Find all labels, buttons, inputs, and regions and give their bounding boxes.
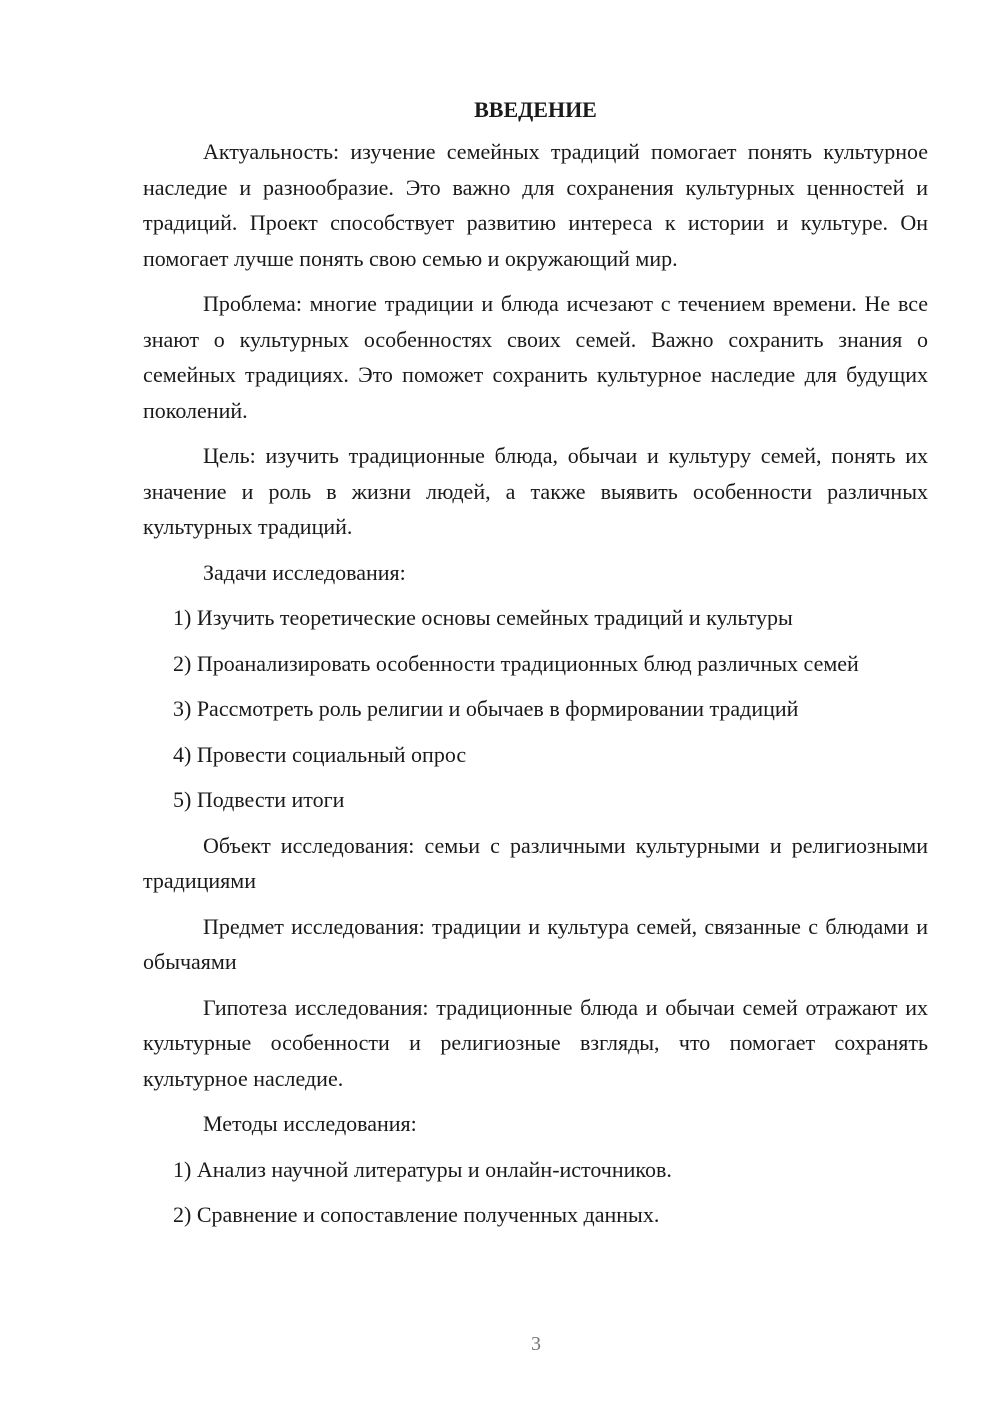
- method-item-2: 2) Сравнение и сопоставление полученных данных.: [173, 1202, 660, 1227]
- hypothesis-paragraph: Гипотеза исследования: традиционные блюда и обычаи семей отражают их культурные особенности и религиозные взгляды, что помогает сохранять культурное наследие.: [143, 994, 928, 1091]
- page-title: ВВЕДЕНИЕ: [474, 97, 597, 122]
- task-item-1: 1) Изучить теоретические основы семейных традиций и культуры: [173, 605, 793, 630]
- task-item-2: 2) Проанализировать особенности традиционных блюд различных семей: [173, 650, 859, 676]
- page-content: [143, 94, 928, 1243]
- goal-paragraph: Цель: изучить традиционные блюда, обычаи и культуру семей, понять их значение и роль в жизни людей, а также выявить особенности различных культурных традиций.: [143, 443, 928, 539]
- task-item-5: 5) Подвести итоги: [173, 787, 345, 812]
- methods-heading: Методы исследования:: [203, 1111, 417, 1136]
- object-paragraph: Объект исследования: семьи с различными культурными и религиозными традициями: [143, 832, 928, 893]
- page-number: 3: [531, 1333, 541, 1355]
- subject-paragraph: Предмет исследования: традиции и культура семей, связанные с блюдами и обычаями: [143, 913, 928, 974]
- tasks-heading: Задачи исследования:: [203, 559, 406, 585]
- task-item-3: 3) Рассмотреть роль религии и обычаев в формировании традиций: [173, 696, 799, 721]
- problem-paragraph: Проблема: многие традиции и блюда исчезают с течением времени. Не все знают о культурных особенностях своих семей. Важно сохранить знания о семейных традициях. Это поможет сохранить культурное наследие для будущих поколений.: [143, 291, 928, 423]
- task-item-4: 4) Провести социальный опрос: [173, 741, 467, 767]
- relevance-paragraph: Актуальность: изучение семейных традиций помогает понять культурное наследие и разнообразие. Это важно для сохранения культурных ценностей и традиций. Проект способствует развитию интереса к истории и культуре. Он помогает лучше понять свою семью и окружающий мир.: [143, 139, 928, 271]
- method-item-1: 1) Анализ научной литературы и онлайн-источников.: [173, 1156, 672, 1182]
